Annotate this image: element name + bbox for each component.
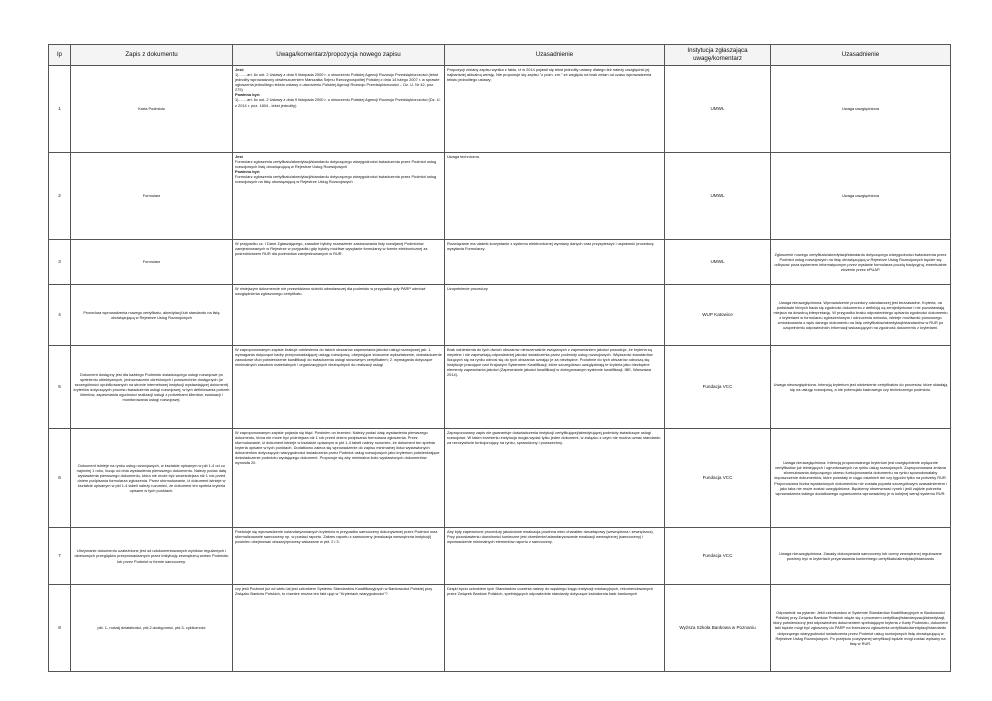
- comment-line: W zaproponowanym zapisie pojawia się błąd. Powinien on brzmieć: Należy podać datę wystawienia pierwszego dokumentu, która nie może być późniejsza niż 1 rok przed dniem podpisania formularza zgłoszenia. Przez sformułowanie, iż dokument istnieje w kształcie opisanym w pkt 1-4 tabeli należy rozumieć, że dokument ten spełnia kryteria opisane w tych punktach. Dodatkowo zaleca się wprowadzenie do zapisu minimalnej ilości wystawionych dokumentów dotyczących wiarygodności świadczenia przez Podmiot usług rozwojowych jako kryterium potwierdzające doświadczenie podmiotu wydającego dokument. Proponuje się aby minimalna ilość wystawionych dokumentów wynosiła 20.: [235, 430, 440, 466]
- header-uzasadnienie: Uzasadnienie: [445, 45, 665, 66]
- comments-sheet: [48, 44, 950, 672]
- submitting-institution-cell: WUP Katowice: [665, 285, 771, 346]
- justification-cell: Rozwiązanie ma ułatwić korzystanie z systemu elektronicznej wymiany danych oraz przyspieszyć i usprawnić procedurę wysyłania Formularzy.: [445, 240, 665, 285]
- justification-cell: Propozycji zmiany zapisu wynika z faktu, iż w 2014 pojawił się tekst jednolity ustawy dlatego też należy uwzględnić jej najbardziej aktualną wersję. Nie proponuje się zapisu "z późn. zm." ze względu na brak zmian od czasu wprowadzenia tekstu jednolitego ustawy;: [445, 66, 665, 153]
- submitting-institution-cell: UMWL: [665, 153, 771, 240]
- document-excerpt-cell: Dokument dostępny jest dla każdego Podmiotu świadczącego usługi rozwojowe po spełnieniu obiektywnych, jednoznacznie określonych i powszechnie dostępnych (w szczególności opublikowanych na stronie internetowej instytucji wystawiającej dokument) kryteriów dotyczących procesu świadczenia usługi rozwojowej, w tym definiowania potrzeb klientów, zapewniania ogodności realizacji usługi z potrzebami klientów, ewaluacji i monitorowania usługi rozwojowej.: [71, 346, 233, 429]
- justification-cell: Uzupełnienie procedury: [445, 285, 665, 346]
- submitting-institution-cell: Wyższa Szkoła Bankowa w Poznaniu: [665, 585, 771, 672]
- submitting-institution-cell: UMWL: [665, 66, 771, 153]
- justification-cell: Uwaga techniczna.: [445, 153, 665, 240]
- document-excerpt-cell: Formularz: [71, 153, 233, 240]
- row-number-cell: 7: [49, 528, 71, 585]
- justification-cell: Zaproponowany zapis nie gwarantuje doświadczenia instytucji certyfikującej/akredytującej podmioty świadczące usługi rozwojowe. W takim brzmieniu instytucja mogła wydać tylko jeden dokument, w związku z czym nie można uznać standardu za rzeczywiście funkcjonujący na rynku, sprawdzony i powszechny.: [445, 429, 665, 528]
- table-row: [49, 153, 951, 240]
- document-excerpt-cell: Formularz: [71, 240, 233, 285]
- table-row: [49, 240, 951, 285]
- table-row: [49, 585, 951, 672]
- comment-line: Formularz zgłoszenia certyfikatu/akredytacji/standardu dotyczącego wiarygodności świadczenia przez Podmiot usług rozwojowych na listę obowiązującą w Rejestrze Usług Rozwojowych: [235, 174, 437, 185]
- document-excerpt-cell: Dokument istnieje na rynku usług rozwojowych, w kształcie opisanym w pkt 1-4 od co najmniej 1 roku, licząc od dnia wystawienia pierwszego dokumentu. Należy podać datę wystawienia pierwszego dokumentu, która nie może być wcześniejsza niż 1 rok przed dniem podpisania formularza zgłoszenia. Przez sformułowanie, iż dokument istnieje w kształcie opisanym w pkt 1-4 tabeli należy rozumieć, że dokument ten spełnia kryteria opisane w tych punktach.: [71, 429, 233, 528]
- comment-line: Jest: [235, 154, 243, 159]
- row-number-cell: 1: [49, 66, 71, 153]
- submitting-institution-cell: Fundacja VCC: [665, 346, 771, 429]
- submitting-institution-cell: Fundacja VCC: [665, 429, 771, 528]
- document-excerpt-cell: Procedura wprowadzenia nowego certyfikatu, akredytacji lub standardu na listę obowiązującą w Rejestrze Usług Rozwojowych: [71, 285, 233, 346]
- comment-line: W przypadku cz. I Dane Zgłaszającego, zasadne byłoby rozważenie zastosowania listy rozwijanej Podmiotów zarejestrowanych w Rejestrze w przypadku gdy byłoby możliwe wysyłanie formularzy w formie elektronicznej za pośrednictwem RUR dla podmiotów zarejestrowanych w RUR.: [235, 241, 428, 257]
- comment-proposal-cell: [233, 346, 445, 429]
- response-justification-cell: Odpowiedź na pytanie: Jeśli członkostwo w Systemie Standardów Kwalifikacyjnych w Bankowości Polskiej przy Związku Banków Polskich wiąże się z procesem certyfikacji/standaryzacji/akredytacji, który potwierdzony jest odpowiednim dokumentem spełniającym kryteria z Karty Podmiotu, dokument taki będzie mógł być zgłoszony do PARP na formularzu zgłoszenia certyfikatu/akredytacji/standardu dotyczącego wiarygodności świadczenia przez Podmiot usług rozwojowych listę obowiązującą w Rejestrze Usług Rozwojowych. Po przejściu pozytywnej weryfikacji będzie mógł zostać wpisany na listę w RUR.: [771, 585, 951, 672]
- comment-proposal-cell: [233, 66, 445, 153]
- comment-line: Postuluje się wprowadzenie ustandaryzowanych kryteriów w przypadku samooceny dokonywanej przez Podmiot oraz sformalizowanie samooceny np. w postaci raportu. Zakres raportu z samooceny (ewaluacja wewnętrzna instytucji) powinien obejmować obszary/procesy wskazane w pkt. 2 i 3.: [235, 529, 438, 545]
- comment-line: W zaproponowanym zapisie brakuje odniesienia do takich obszarów zapewniania jakości usługi rozwojowej jak: 1. wymagania dotyczące kadry przeprowadzającej usługę rozwojową, obejmujące stosowne wykształcenie, doświadczenie zawodowe i/lub potwierdzenie kwalifikacji do świadczenia usługi stosownym certyfikatem; 2. wymagania dotyczące minimalnych zasobów materialnych i organizacyjnych niezbędnych do realizacji usługi: [235, 347, 442, 368]
- header-instytucja: Instytucja zgłaszająca uwagę/komentarz: [665, 45, 771, 66]
- document-excerpt-cell: Utrzymanie dokumentu uzależnione jest od udokumentowanych wyników regularnych i okresowych przeglądów przeprowadzanych przez instytucję zewnętrzną wobec Podmiotu lub przez Podmiot w formie samooceny.: [71, 528, 233, 585]
- justification-cell: Brak odniesienia do tych dwóch obszarów nierozerwalnie związanych z zapewnianiem jakości powoduje, że kryteria są niepełne i nie zapewniają odpowiedniej jakości świadczenia przez podmioty usług rozwojowych. Większość standardów liczących się na rynku odnosi się do tych obszarów uznając je za niezbędne. Podobnie do tych obszarów odnoszą się instytucje pracujące nad Krajowym Systemem Kwalifikacji, które szczegółowo uwzględniają te kryteria jako niezbędne elementy zapewniania jakości (Zapewnianie jakości kwalifikacji w zintegrowanym systemie kwalifikacji, IBE, Warszawa 2014).: [445, 346, 665, 429]
- table-row: [49, 528, 951, 585]
- comment-proposal-cell: [233, 528, 445, 585]
- comment-line: czy jeśli Podmiot już od wielu lat jest członkiem Systemu Standardów Kwalifikacyjnych w Bankowości Polskiej przy Związku Banków Polskich, to również można ten fakt ująć w "Kryteriach wiarygodności"?: [235, 586, 433, 597]
- row-number-cell: 6: [49, 429, 71, 528]
- row-number-cell: 3: [49, 240, 71, 285]
- row-number-cell: 5: [49, 346, 71, 429]
- comment-proposal-cell: [233, 285, 445, 346]
- response-justification-cell: Uwaga nieuwzględniona. Intencją proponowanego kryterium jest uwzględnienie wyłącznie certyfikatów już istniejących i ugruntowanych na rynku usług rozwojowych. Zaproponowana zmiana sformułowania dotyczącego okresu funkcjonowania dokumentu na rynku spowodowałaby dopuszczenie dokumentów, które powstały w ciągu ostatnich dni czy tygodni tylko na potrzeby RUR. Proponowana liczba wystawionych dokumentów nie została poparta szczegółowym uzasadnieniem i jako taka nie może zostać uwzględniona. Będziemy obserwować rynek i jeśli zajdzie potrzeba wprowadzenia takiego dodatkowego ograniczenia wprowadzimy je w kolejnej wersji systemu RUR.: [771, 429, 951, 528]
- comment-line: Powinno być:: [235, 92, 261, 98]
- table-row: [49, 285, 951, 346]
- row-number-cell: 8: [49, 585, 71, 672]
- row-number-cell: 2: [49, 153, 71, 240]
- submitting-institution-cell: Fundacja VCC: [665, 528, 771, 585]
- comment-proposal-cell: [233, 429, 445, 528]
- table-row: [49, 429, 951, 528]
- table-body: [49, 66, 951, 672]
- comment-proposal-cell: [233, 153, 445, 240]
- header-uzasadnienie-2: Uzasadnienie: [771, 45, 951, 66]
- justification-cell: Dzięki byciu członkiem tych Standardów uczelnia należy do wąskiego kręgu instytucji edukacyjnych, rekomendowanych przez Związek Banków Polskich, spełniających odpowiednie standardy dotyczące kształcenia kadr bankowych: [445, 585, 665, 672]
- response-justification-cell: Uwaga uwzględniona: [771, 153, 951, 240]
- header-lp: lp: [49, 45, 71, 66]
- comment-proposal-cell: [233, 240, 445, 285]
- row-number-cell: 4: [49, 285, 71, 346]
- comment-line: Powinno być:: [235, 169, 261, 175]
- response-justification-cell: Uwaga nieuwzględniona. Wprowadzenie procedury odwoławczej jest bezzasadne. Kryteria, na podstawie których bada się zgodność dokumentu z definicją są zerojedynkowe i nie pozostawiają miejsca na dowolną interpretację. W przypadku braku odpowiedniego opisania zgodności dokumentu z kryteriami w formularzu zgłoszeniowym i odrzucenia wniosku, istnieje możliwość ponownego wnioskowania o wpis danego dokumentu na listę certyfikatów/akredytacji/standardów w RUR po uzupełnieniu odpowiednich informacji wskazujących na zgodność dokumentu z kryteriami.: [771, 285, 951, 346]
- response-justification-cell: Uwaga nieuwzględniona. Zasady dokonywania samooceny lub oceny zewnętrznej regulowane powinny być w kryteriach przyznawania konkretnego certyfikatu/akredytacji/standardu: [771, 528, 951, 585]
- response-justification-cell: Uwaga nieuwzględniona. Intencją kryterium jest odniesienie certyfikatów do procesów, które składają się na usługę rozwojową, a nie potencjału kadrowego czy technicznego podmiotu.: [771, 346, 951, 429]
- header-zapis: Zapis z dokumentu: [71, 45, 233, 66]
- response-justification-cell: Zgłoszenie nowego certyfikatu/akredytacji/standardu dotyczącego wiarygodności świadczenia przez Podmiot usług rozwojowych na listę obowiązującą w Rejestrze Usług Rozwojowych będzie się odbywać poza systemem informatycznym przez wysłanie formularza pocztą tradycyjną, ewentualnie złożenie przez ePUAP.: [771, 240, 951, 285]
- document-excerpt-cell: pkt. 1- rodzaj działalności, pkt.2-dostępność, pkt.3- cykliczność: [71, 585, 233, 672]
- table-row: [49, 346, 951, 429]
- document-excerpt-cell: Karta Podmiotu: [71, 66, 233, 153]
- comments-table: [48, 44, 951, 672]
- comment-line: Formularz zgłoszenia certyfikatu/akredytacji/standardu dotyczącego wiarygodności świadczenia przez Podmiot usług rozwojowych listę obowiązującą w Rejestrze Usług Rozwojowych: [235, 159, 437, 170]
- comment-line: Jest:: [235, 67, 245, 72]
- justification-cell: Aby były zapewnione procedury jakościowe ewaluacja powinna mieć charakter dwuetapowy (wewnętrzna i zewnętrzna). Przy pozostawieniu dowolności konieczne jest określenie/ustandaryzowanie ewaluacji wewnętrznej (samooceny) i wprowadzenie minimalnych elementów raportu z samooceny.: [445, 528, 665, 585]
- comment-line: W niniejszym dokumencie nie przewidziano ścieżki odwoławczej dla podmiotu w przypadku gdy PARP odmówi uwzględnienia zgłoszonego certyfikatu.: [235, 286, 426, 297]
- submitting-institution-cell: UMWL: [665, 240, 771, 285]
- comment-line: 1)........art. 6c ust. 2 Ustawy z dnia 9 listopada 2000 r. o utworzeniu Polskiej Agencji Rozwoju Przedsiębiorczości (tekst jednolity wprowadzony obwieszczeniem Marszałka Sejmu Rzeczypospolitej Polskiej z dnia 14 lutego 2007 r. w sprawie ogłoszenia jednolitego tekstu ustawy o utworzeniu Polskiej Agencji Rozwoju Przedsiębiorczości – Dz. U. Nr 42, poz. 275): [235, 72, 440, 93]
- header-row: [49, 45, 951, 66]
- table-row: [49, 66, 951, 153]
- response-justification-cell: Uwaga uwzględniona: [771, 66, 951, 153]
- header-uwaga: Uwaga/komentarz/propozycja nowego zapisu: [233, 45, 445, 66]
- comment-proposal-cell: [233, 585, 445, 672]
- comment-line: 1)........art. 6c ust. 2 Ustawy z dnia 9 listopada 2000 r. o utworzeniu Polskiej Agencji Rozwoju Przedsiębiorczości (Dz. U. z 2014 r. poz. 1804 - tekst jednolity): [235, 97, 441, 108]
